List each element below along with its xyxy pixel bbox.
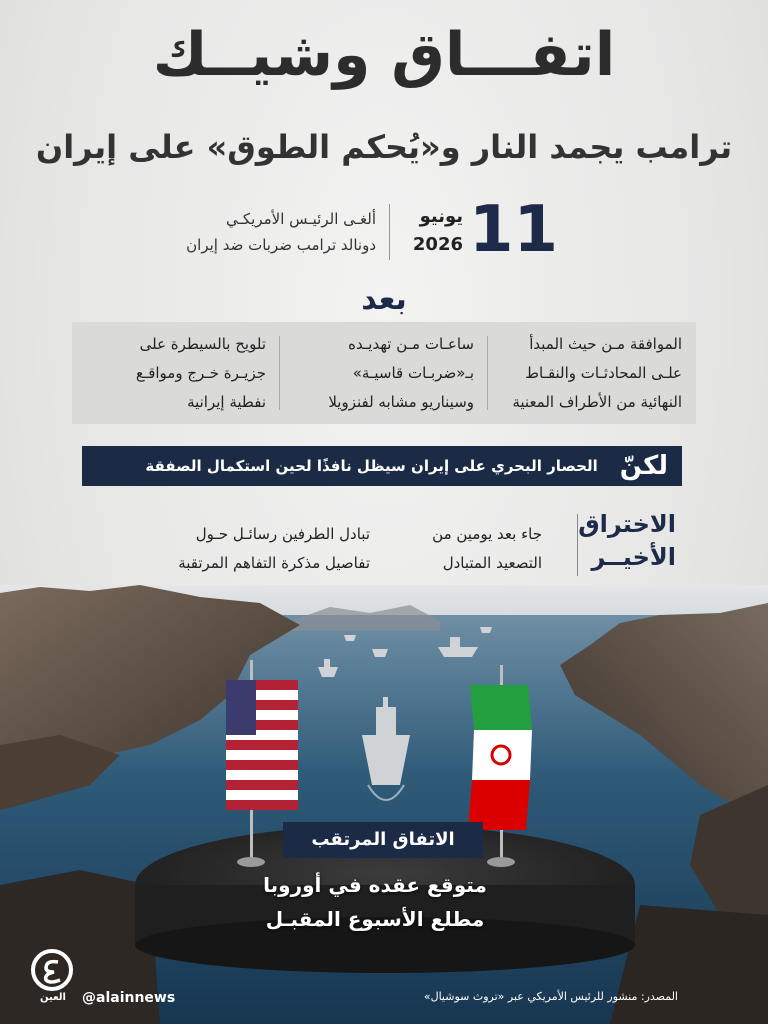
ship-tower xyxy=(324,659,330,667)
breach-title-line: الأخيــر xyxy=(591,543,676,571)
date-line-2: دونالد ترامب ضربات ضد إيران xyxy=(186,236,376,254)
flag-stand xyxy=(237,857,265,867)
brand-handle: @alainnews xyxy=(82,990,176,1006)
step-item xyxy=(280,322,488,424)
but-text: الحصار البحري على إيران سيظل نافذًا لحين استكمال الصفقة xyxy=(145,457,598,475)
date-divider xyxy=(389,204,390,260)
breach-title xyxy=(556,508,676,574)
page-title: اتفـــاق وشيــك xyxy=(152,20,616,90)
step-item xyxy=(72,322,280,424)
breach-line: التصعيد المتبادل xyxy=(442,554,542,572)
flag-green xyxy=(470,685,532,730)
but-banner xyxy=(82,446,682,486)
breach-line: جاء بعد يومين من xyxy=(432,525,542,543)
breach-divider xyxy=(577,514,578,576)
step-line: جزيـرة خـرج ومواقـع xyxy=(135,364,266,382)
step-line: نفطية إيرانية xyxy=(187,393,266,411)
stripe xyxy=(226,780,298,790)
stripe xyxy=(226,800,298,810)
lead-ship-tower xyxy=(376,707,396,737)
step-item xyxy=(488,322,696,424)
date-line-1: ألغـى الرئيـس الأمريكـي xyxy=(225,210,376,228)
brand xyxy=(30,948,176,1008)
pact-text xyxy=(200,868,550,936)
flag-white xyxy=(472,730,532,780)
after-label: بعد xyxy=(361,282,407,317)
ship xyxy=(480,627,492,633)
after-steps xyxy=(72,322,696,424)
flag-stand xyxy=(487,857,515,867)
date-description xyxy=(176,206,376,258)
stripe xyxy=(226,740,298,750)
pact-label: الاتفاق المرتقب xyxy=(283,822,483,858)
date-day: 11 xyxy=(468,193,558,267)
ship xyxy=(344,635,356,641)
step-line: بـ«ضربـات قاسيـة» xyxy=(352,364,474,382)
step-line: الموافقة مـن حيث المبدأ xyxy=(529,335,682,353)
stripe xyxy=(226,760,298,770)
pact-line: مطلع الأسبوع المقبـل xyxy=(265,907,485,931)
source-note: المصدر: منشور للرئيس الأمريكي عبر «تروث سوشيال» xyxy=(423,990,678,1003)
step-line: النهائية من الأطراف المعنية xyxy=(512,393,682,411)
pact-line: متوقع عقده في أوروبا xyxy=(263,873,487,897)
flag-canton xyxy=(226,680,256,735)
alain-logo-icon xyxy=(30,948,74,992)
step-line: علـى المحادثـات والنقـاط xyxy=(525,364,682,382)
breach-column xyxy=(120,520,370,578)
date-year: 2026 xyxy=(412,234,463,255)
step-line: تلويح بالسيطرة على xyxy=(139,335,266,353)
breach-column xyxy=(372,520,542,578)
brand-name: العين xyxy=(40,992,66,1003)
date-block xyxy=(186,193,558,270)
step-line: وسيناريو مشابه لفنزويلا xyxy=(328,393,474,411)
but-word: لكنّ xyxy=(619,451,668,481)
step-line: ساعـات مـن تهديـده xyxy=(348,335,474,353)
ship-tower xyxy=(450,637,460,647)
date-month: يونيو xyxy=(419,206,463,227)
lead-ship-mast xyxy=(383,697,388,709)
breach-line: تبادل الطرفين رسائـل حـول xyxy=(195,525,370,543)
ship xyxy=(438,647,478,657)
breach-line: تفاصيل مذكرة التفاهم المرتقبة xyxy=(178,554,370,572)
breach-title-line: الاختراق xyxy=(578,510,676,538)
page-subtitle: ترامب يجمد النار و«يُحكم الطوق» على إيران xyxy=(35,128,733,166)
